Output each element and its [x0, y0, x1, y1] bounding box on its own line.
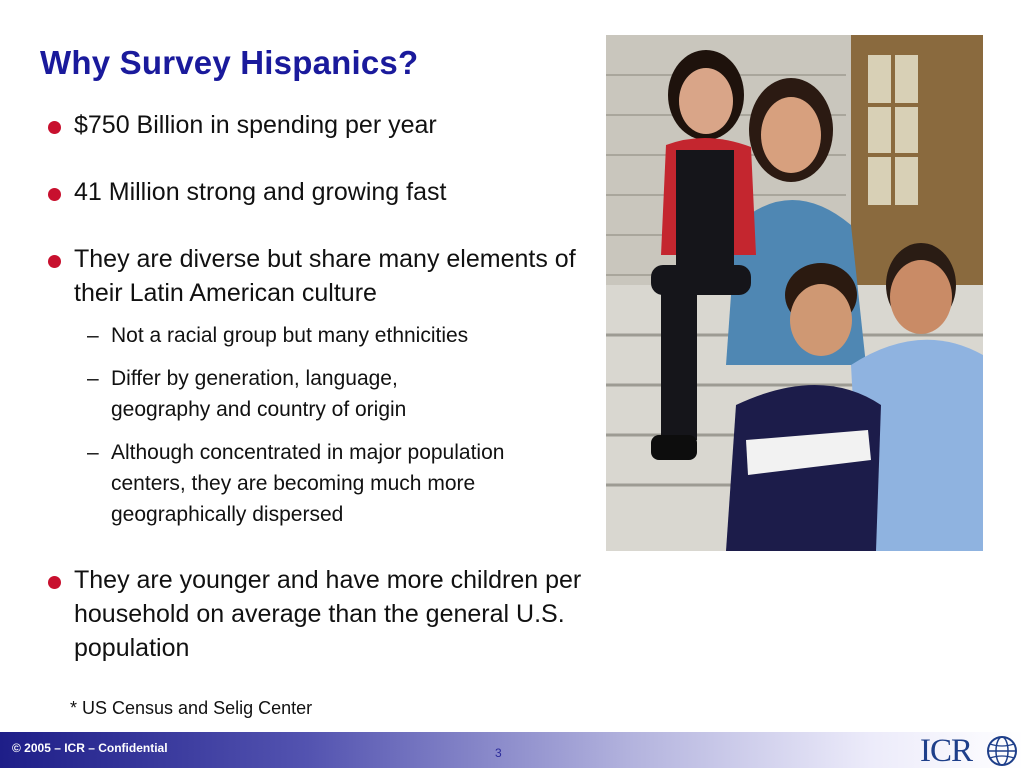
bullet-item: [44, 175, 604, 209]
dash-icon: –: [87, 324, 99, 347]
icr-logo: [920, 733, 1020, 769]
sub-bullet-item: [44, 320, 604, 351]
globe-icon: [986, 735, 1018, 767]
bullet-text: $750 Billion in spending per year: [74, 111, 437, 139]
bullet-text: They are younger and have more children per household on average than the general U.S. population: [74, 566, 582, 662]
copyright-text: © 2005 – ICR – Confidential: [12, 741, 168, 755]
bullet-dot-icon: [48, 188, 61, 201]
bullet-list: [44, 108, 604, 665]
sub-bullet-item: [44, 437, 571, 530]
footnote: * US Census and Selig Center: [70, 698, 313, 718]
sub-bullet-text: Differ by generation, language, geography and country of origin: [111, 367, 407, 421]
family-photo-illustration: [606, 35, 983, 551]
slide-title: Why Survey Hispanics?: [40, 44, 419, 81]
bullet-item: [44, 108, 604, 142]
bullet-item: [44, 242, 594, 310]
bullet-text: They are diverse but share many elements of their Latin American culture: [74, 245, 576, 307]
bullet-dot-icon: [48, 255, 61, 268]
footer-bar: [0, 732, 1024, 768]
dash-icon: –: [87, 441, 99, 464]
bullet-text: 41 Million strong and growing fast: [74, 178, 447, 206]
bullet-dot-icon: [48, 576, 61, 589]
sub-bullet-text: Not a racial group but many ethnicities: [111, 324, 469, 347]
page-number: 3: [495, 746, 502, 760]
logo-text: ICR: [920, 733, 973, 769]
bullet-item: [44, 563, 594, 665]
sub-bullet-text: Although concentrated in major population centers, they are becoming much more geographically dispersed: [111, 441, 505, 526]
sub-bullet-item: [44, 363, 481, 425]
bullet-dot-icon: [48, 121, 61, 134]
dash-icon: –: [87, 367, 99, 390]
family-photo: [606, 35, 983, 551]
